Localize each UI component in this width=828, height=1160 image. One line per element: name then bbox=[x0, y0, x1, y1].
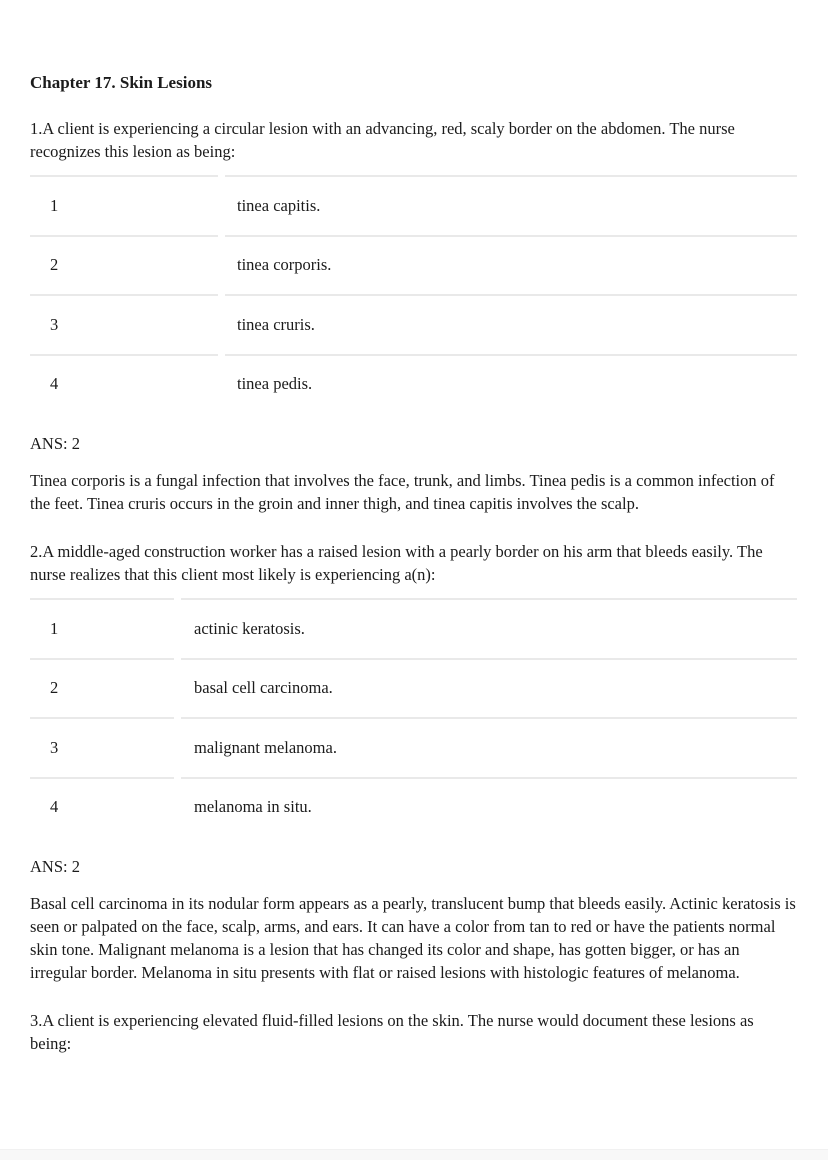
question-1-options-table bbox=[30, 175, 797, 413]
question-1-text: 1.A client is experiencing a circular lesion with an advancing, red, scaly border on the abdomen. The nurse recognizes this lesion as being: bbox=[30, 119, 735, 161]
option-number: 4 bbox=[30, 354, 218, 414]
option-text: actinic keratosis. bbox=[181, 598, 797, 658]
question-2-options-table bbox=[30, 598, 797, 836]
option-row bbox=[30, 717, 797, 777]
question-2-text: 2.A middle-aged construction worker has a raised lesion with a pearly border on his arm that bleeds easily. The nurse realizes that this client most likely is experiencing a(n): bbox=[30, 542, 763, 584]
chapter-title: Chapter 17. Skin Lesions bbox=[30, 73, 213, 92]
option-text: basal cell carcinoma. bbox=[181, 658, 797, 718]
option-row bbox=[30, 235, 797, 295]
option-text: tinea capitis. bbox=[225, 175, 797, 235]
option-text: tinea pedis. bbox=[225, 354, 797, 414]
question-2-answer: ANS: 2 bbox=[30, 857, 80, 876]
option-number: 4 bbox=[30, 777, 174, 837]
option-row bbox=[30, 175, 797, 235]
option-text: malignant melanoma. bbox=[181, 717, 797, 777]
option-row bbox=[30, 658, 797, 718]
question-2-rationale: Basal cell carcinoma in its nodular form appears as a pearly, translucent bump that bleeds easily. Actinic keratosis is seen or palpated on the face, scalp, arms, and ears. It can have a color from tan to red or have the patients normal skin tone. Malignant melanoma is a lesion that has changed its color and shape, has gotten bigger, or has an irregular border. Melanoma in situ presents with flat or raised lesions with histologic features of melanoma. bbox=[30, 894, 796, 982]
question-1-answer: ANS: 2 bbox=[30, 434, 80, 453]
question-3-text: 3.A client is experiencing elevated fluid-filled lesions on the skin. The nurse would document these lesions as being: bbox=[30, 1011, 754, 1053]
option-number: 1 bbox=[30, 598, 174, 658]
option-row bbox=[30, 598, 797, 658]
option-number: 3 bbox=[30, 717, 174, 777]
option-number: 3 bbox=[30, 294, 218, 354]
question-1-rationale: Tinea corporis is a fungal infection that involves the face, trunk, and limbs. Tinea pedis is a common infection of the feet. Tinea cruris occurs in the groin and inner thigh, and tinea capitis involves the scalp. bbox=[30, 471, 775, 513]
option-row bbox=[30, 294, 797, 354]
page-bottom-edge bbox=[0, 1149, 828, 1160]
option-number: 2 bbox=[30, 235, 218, 295]
option-number: 2 bbox=[30, 658, 174, 718]
option-row bbox=[30, 777, 797, 837]
option-row bbox=[30, 354, 797, 414]
option-text: tinea corporis. bbox=[225, 235, 797, 295]
option-text: tinea cruris. bbox=[225, 294, 797, 354]
option-text: melanoma in situ. bbox=[181, 777, 797, 837]
option-number: 1 bbox=[30, 175, 218, 235]
